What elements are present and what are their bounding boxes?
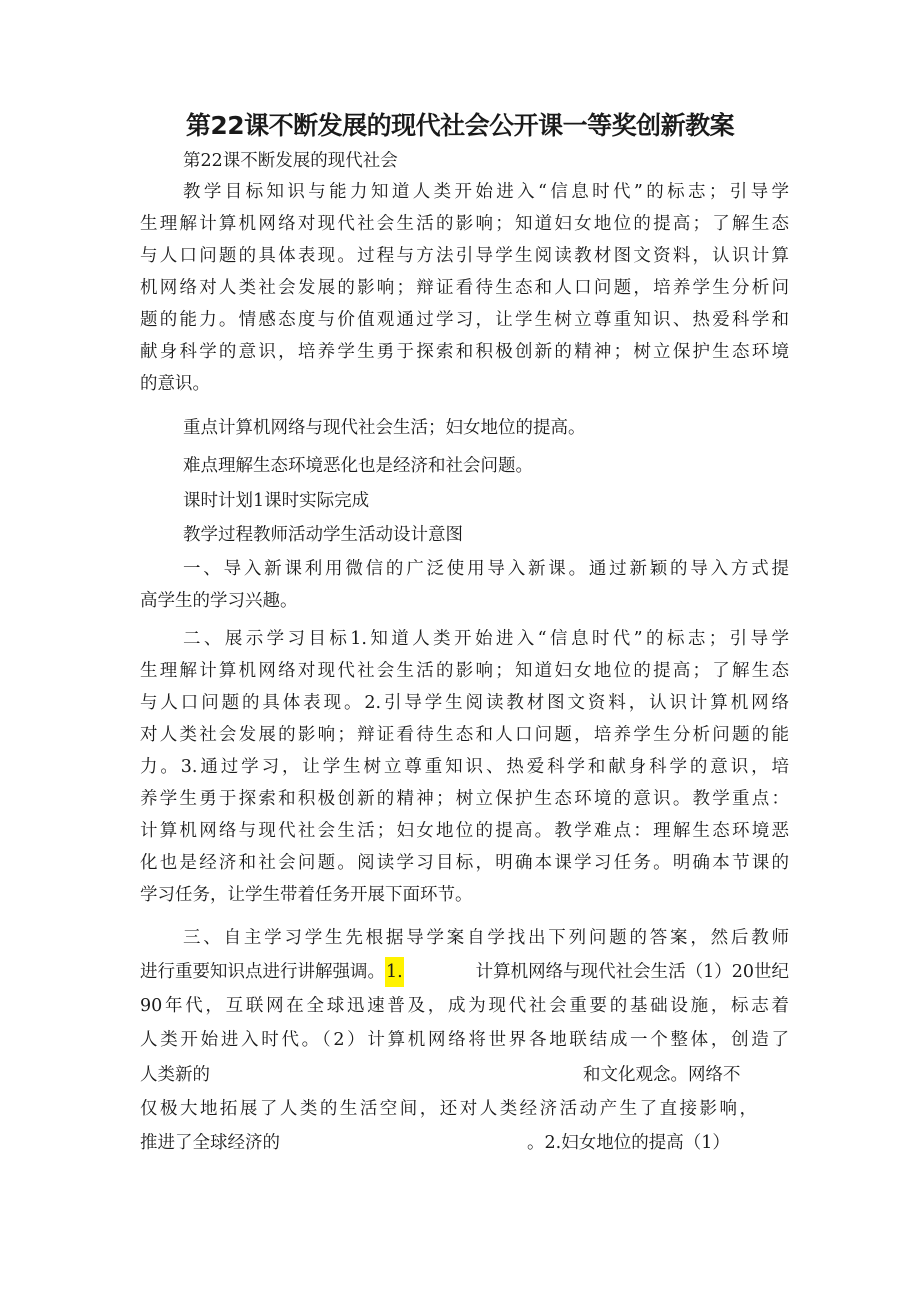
- section3-text: 进行重要知识点进行讲解强调。: [140, 962, 385, 982]
- section2-line: 化也是经济和社会问题。阅读学习目标，明确本课学习任务。明确本节课的: [140, 853, 789, 873]
- goals-line: 的意识。: [140, 374, 210, 394]
- section3-fill-left: 推进了全球经济的: [140, 1133, 280, 1153]
- goals-line: 教学目标知识与能力知道人类开始进入“信息时代”的标志；引导学: [183, 182, 789, 202]
- section2-line: 学习任务，让学生带着任务开展下面环节。: [140, 885, 473, 905]
- section3-line: 三、自主学习学生先根据导学案自学找出下列问题的答案，然后教师: [183, 928, 789, 948]
- schedule-line: 课时计划1课时实际完成: [183, 491, 370, 511]
- section3-line: 90年代，互联网在全球迅速普及，成为现代社会重要的基础设施，标志着: [140, 996, 789, 1016]
- highlighted-number: 1.: [385, 957, 404, 987]
- section2-line: 生理解计算机网络对现代社会生活的影响；知道妇女地位的提高；了解生态: [140, 661, 789, 681]
- section3-line: 人类开始进入时代。（2）计算机网络将世界各地联结成一个整体，创造了: [140, 1030, 789, 1050]
- section2-line: 力。3.通过学习，让学生树立尊重知识、热爱科学和献身科学的意识，培: [140, 757, 789, 777]
- difficulty-point: 难点理解生态环境恶化也是经济和社会问题。: [183, 456, 533, 476]
- section3-line: 仅极大地拓展了人类的生活空间，还对人类经济活动产生了直接影响，: [140, 1099, 757, 1119]
- section2-line: 二、展示学习目标1.知道人类开始进入“信息时代”的标志；引导学: [183, 629, 789, 649]
- section2-line: 养学生勇于探索和积极创新的精神；树立保护生态环境的意识。教学重点：: [140, 789, 789, 809]
- goals-line: 与人口问题的具体表现。过程与方法引导学生阅读教材图文资料，认识计算: [140, 246, 789, 266]
- goals-line: 生理解计算机网络对现代社会生活的影响；知道妇女地位的提高；了解生态: [140, 214, 789, 234]
- document-title: 第22课不断发展的现代社会公开课一等奖创新教案: [185, 111, 735, 140]
- goals-line: 题的能力。情感态度与价值观通过学习，让学生树立尊重知识、热爱科学和: [140, 310, 789, 330]
- section1-line: 高学生的学习兴趣。: [140, 591, 298, 611]
- section1-line: 一、导入新课利用微信的广泛使用导入新课。通过新颖的导入方式提: [183, 559, 789, 579]
- section3-line: [140, 957, 789, 987]
- process-header: 教学过程教师活动学生活动设计意图: [183, 525, 463, 545]
- section3-fill-right: 和文化观念。网络不: [583, 1065, 741, 1085]
- lesson-subtitle: 第22课不断发展的现代社会: [183, 151, 398, 171]
- goals-line: 机网络对人类社会发展的影响；辩证看待生态和人口问题，培养学生分析问: [140, 278, 789, 298]
- section2-line: 对人类社会发展的影响；辩证看待生态和人口问题，培养学生分析问题的能: [140, 725, 789, 745]
- section3-text: 计算机网络与现代社会生活（1）20世纪: [475, 962, 789, 982]
- goals-line: 献身科学的意识，培养学生勇于探索和积极创新的精神；树立保护生态环境: [140, 342, 789, 362]
- section2-line: 与人口问题的具体表现。2.引导学生阅读教材图文资料，认识计算机网络: [140, 693, 789, 713]
- section3-fill-right: 。2.妇女地位的提高（1）: [527, 1133, 730, 1153]
- section3-fill-left: 人类新的: [140, 1065, 210, 1085]
- key-point: 重点计算机网络与现代社会生活；妇女地位的提高。: [183, 418, 586, 438]
- section2-line: 计算机网络与现代社会生活；妇女地位的提高。教学难点：理解生态环境恶: [140, 821, 789, 841]
